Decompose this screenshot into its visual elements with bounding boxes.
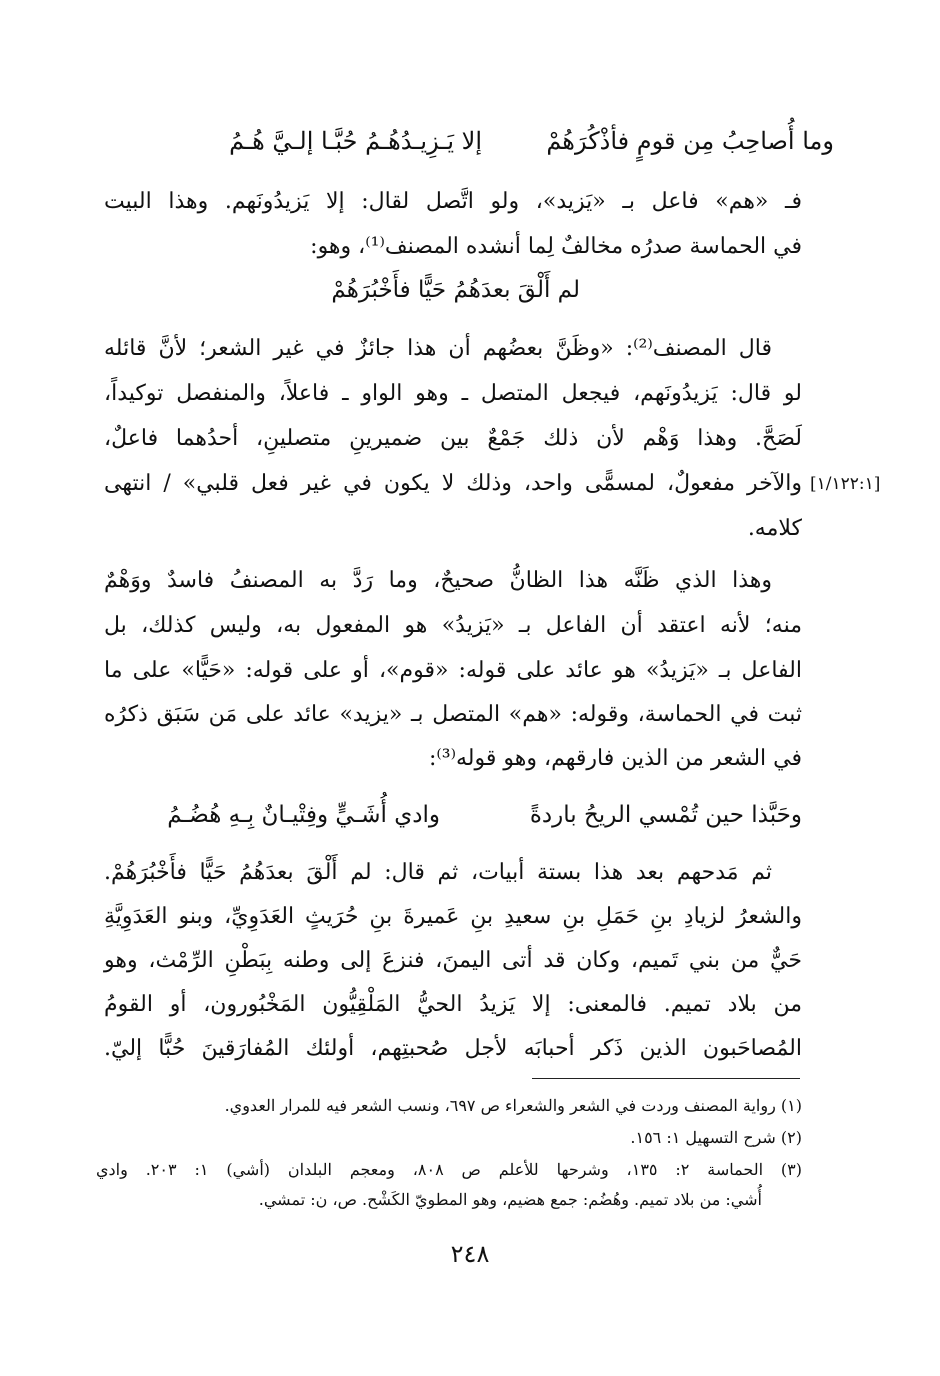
verse-1-second-hemistich: إلا يَـزِيـدُهُـمُ حُبَّـا إلـيَّ هُـمُ: [229, 127, 482, 155]
footnote-1: (١) رواية المصنف وردت في الشعر والشعراء ص ٦٩٧، ونسب الشعر فيه للمرار العدوي.: [224, 1096, 802, 1115]
para-3-line-1: وهذا الذي ظَنَّه هذا الظانُّ صحيحٌ، وما رَدَّ به المصنفُ فاسدٌ ووَهْمٌ: [104, 568, 772, 593]
para-3-line-4: ثبت في الحماسة، وقوله: «هم» المتصل بـ «يزيد» عائد على مَن سَبَق ذكرُه: [104, 702, 802, 727]
para-2-line-5: كلامه.: [747, 516, 802, 541]
para-4-line-2: والشعرُ لزيادِ بنِ حَمَلِ بنِ سعيدِ بنِ عَميرةَ بنِ حُرَيثٍ العَدَوِيِّ، وبنو العَدَوِيَّةِ: [104, 904, 802, 929]
para-3-line-2: منه؛ لأنه اعتقد أن الفاعل بـ «يَزيدُ» هو المفعول به، وليس كذلك، بل: [104, 613, 802, 638]
para-3-line-3: الفاعل بـ «يَزيدُ» هو عائد على قوله: «قوم»، أو على قوله: «حَيًّا» على ما: [104, 658, 802, 683]
para-4-line-3: حَيٌّ من بني تَميم، وكان قد أتى اليمنَ، فنزعَ إلى وطنه بِبَطْنِ الرِّمْث، وهو: [104, 948, 802, 973]
para-4-line-1: ثم مَدحهم بعد هذا بستة أبيات، ثم قال: لم أَلْقَ بعدَهُمُ حَيًّا فأَخْبُرَهُمْ.: [104, 860, 772, 885]
para-3-line-5: في الشعر من الذين فارقهم، وهو قوله⁽³⁾:: [428, 746, 802, 771]
para-2-line-2: لو قال: يَزيدُونَهم، فيجعل المتصل ـ وهو الواو ـ فاعلاً، والمنفصل توكيداً،: [104, 381, 802, 406]
footnote-2: (٢) شرح التسهيل ١: ١٥٦.: [630, 1128, 802, 1147]
footnote-3-line-2: أُشي: من بلاد تميم. وهُضُم: جمع هضيم، وهو المطويّ الكَشْح. ص، ن: تمشي.: [258, 1190, 762, 1209]
para-1-line-2: في الحماسة صدرُه مخالفٌ لِما أنشده المصنف⁽¹⁾، وهو:: [310, 234, 802, 259]
footnote-separator: [532, 1078, 800, 1079]
margin-reference: [١/١٢٢:١]: [810, 474, 881, 494]
para-1-line-1: فـ «هم» فاعل بـ «يَزيد»، ولو اتَّصل لقال: إلا يَزيدُونَهم. وهذا البيت: [104, 189, 802, 214]
quoted-verse: لم أَلْقَ بعدَهُمُ حَيًّا فأَخْبُرَهُمْ: [331, 277, 580, 303]
para-4-line-5: المُصاحَبون الذين ذَكر أحبابَه لأجل صُحبتِهم، أولئك المُفارَقينَ حُبًّا إليّ.: [104, 1036, 802, 1061]
footnote-3-line-1: (٣) الحماسة ٢: ١٣٥، وشرحها للأعلم ص ٨٠٨، ومعجم البلدان (أشي) ١: ٢٠٣. وادي: [96, 1160, 803, 1179]
para-2-line-1: قال المصنف⁽²⁾: «وظَنَّ بعضُهم أن هذا جائزٌ في غير الشعر؛ لأنَّ قائله: [104, 336, 772, 361]
verse-2-second-hemistich: وادي أُشَـيٍّ وفِتْيـانٌ بِـهِ هُضُـمُ: [167, 802, 440, 828]
para-4-line-4: من بلاد تميم. فالمعنى: إلا يَزيدُ الحيُّ المَلْقِيُّون المَخْبُورون، أو القومُ: [104, 992, 802, 1017]
para-2-line-3: لَصَحَّ. وهذا وَهْم لأن ذلك جَمْعٌ بين ضميرينِ متصلينِ، أحدُهما فاعلٌ،: [104, 426, 802, 451]
verse-2-first-hemistich: وحَبَّذا حين تُمْسي الريحُ باردةً: [529, 802, 802, 828]
verse-1-first-hemistich: وما أُصاحِبُ مِن قومٍ فأذْكُرَهُمْ: [546, 127, 834, 155]
page-number: ٢٤٨: [450, 1240, 490, 1268]
para-2-line-4: والآخر مفعولٌ، لمسمًّى واحد، وذلك لا يكون في غير فعل قلبي» / انتهى: [104, 471, 802, 496]
